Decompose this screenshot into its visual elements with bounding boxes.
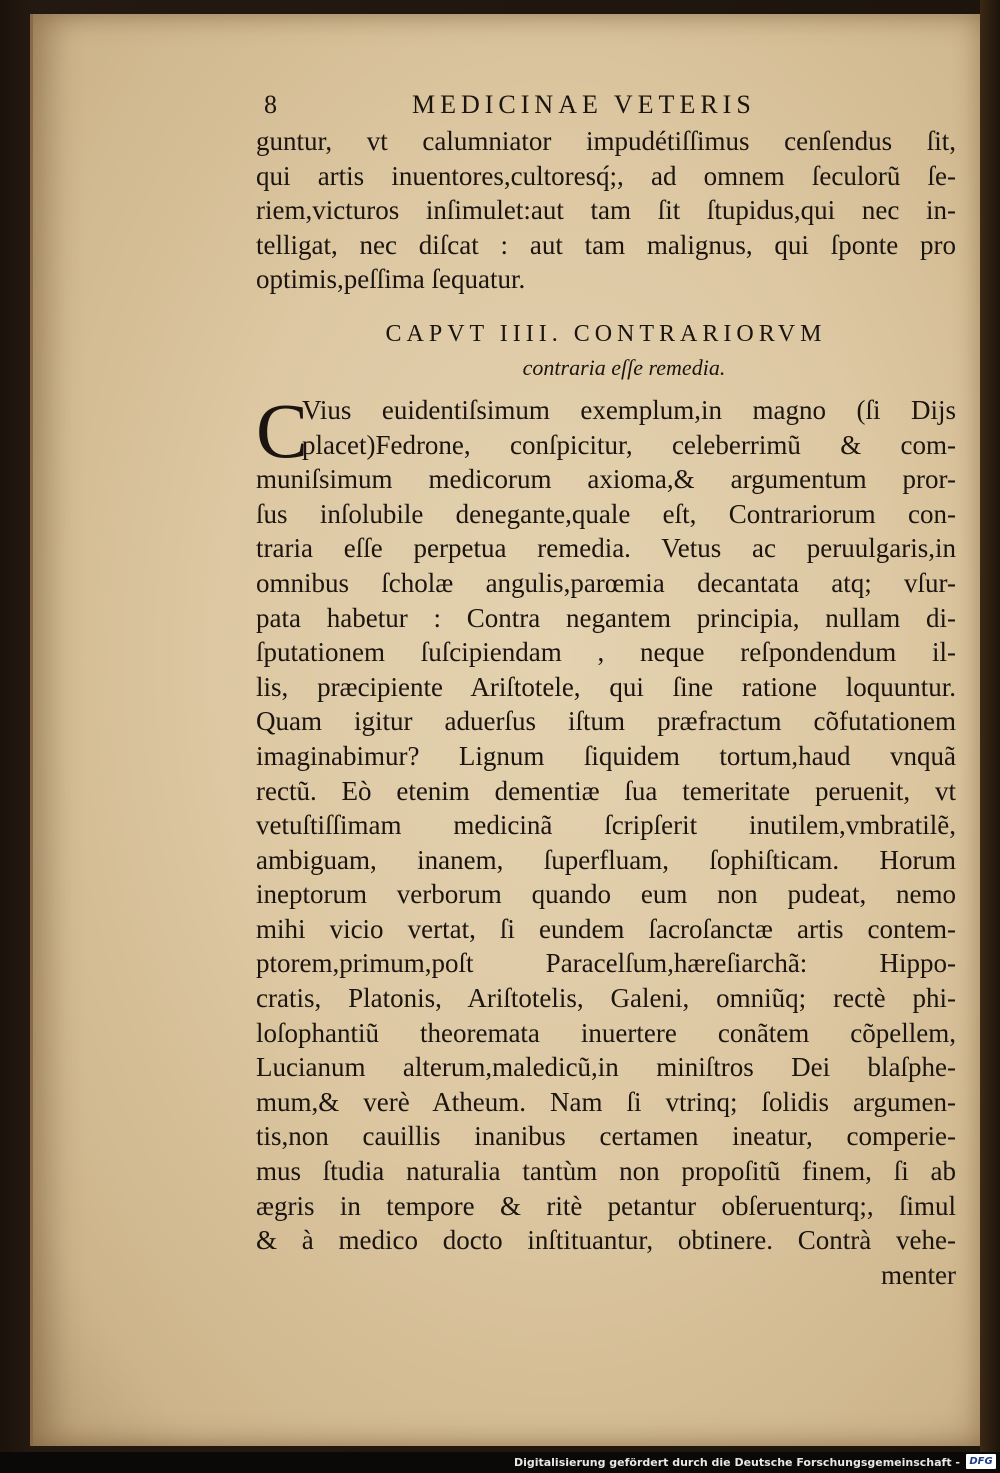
text-line: omnibus ſcholæ angulis,parœmia decantata atq; vſur- bbox=[256, 567, 956, 598]
text-line: ptorem,primum,poſt Paracelſum,hæreſiarchã: Hippo- bbox=[256, 948, 956, 979]
text-line: mum,& verè Atheum. Nam ſi vtrinq; ſolidis argumen- bbox=[256, 1086, 956, 1117]
text-line: mus ſtudia naturalia tantùm non propoſitũ finem, ſi ab bbox=[256, 1156, 956, 1187]
text-line: ſus inſolubile denegante,quale eſt, Contrariorum con- bbox=[256, 498, 956, 529]
text-line: guntur, vt calumniator impudétiſſimus cenſendus ſit, bbox=[256, 126, 956, 156]
text-line: pata habetur : Contra negantem principia, nullam di- bbox=[256, 602, 956, 633]
catchword: menter bbox=[881, 1259, 956, 1290]
text-line: traria eſſe perpetua remedia. Vetus ac peruulgaris,in bbox=[256, 533, 956, 564]
text-line: tis,non cauillis inanibus certamen ineatur, comperie- bbox=[256, 1121, 956, 1152]
text-line: & à medico docto inſtituantur, obtinere. Contrà vehe- bbox=[256, 1225, 956, 1256]
text-line: vetuſtiſſimam medicinã ſcripſerit inutilem,vmbratilẽ, bbox=[256, 810, 956, 841]
text-line: Vius euidentiſsimum exemplum,in magno (ſi Dijs bbox=[302, 394, 956, 425]
text-line: Lucianum alterum,maledicũ,in miniſtros Dei blaſphe- bbox=[256, 1052, 956, 1083]
page-content bbox=[256, 84, 956, 1292]
text-line: loſophantiũ theoremata inuertere conãtem cõpellem, bbox=[256, 1017, 956, 1048]
funding-credit: Digitalisierung gefördert durch die Deutsche Forschungsgemeinschaft - bbox=[513, 1456, 960, 1469]
text-line: Quam igitur aduerſus iſtum præfractum cõfutationem bbox=[256, 706, 956, 737]
text-line: mihi vicio vertat, ſi eundem ſacroſanctæ artis contem- bbox=[256, 913, 956, 944]
text-line: ambiguam, inanem, ſuperfluam, ſophiſticam. Horum bbox=[256, 844, 956, 875]
text-line: muniſsimum medicorum axioma,& argumentum pror- bbox=[256, 464, 956, 495]
text-line: ſputationem ſuſcipiendam , neque reſpondendum il- bbox=[256, 637, 956, 668]
text-line: cratis, Platonis, Ariſtotelis, Galeni, omniũq; rectè phi- bbox=[256, 983, 956, 1014]
footer-bar bbox=[0, 1452, 1000, 1473]
page-edge bbox=[980, 0, 1000, 1452]
chapter-paragraph bbox=[256, 386, 956, 1292]
text-line: placet)Fedrone, conſpicitur, celeberrimũ & com- bbox=[302, 429, 956, 460]
dfg-logo-icon: DFG bbox=[966, 1454, 996, 1469]
chapter-heading: CAPVT IIII. CONTRARIORVM bbox=[385, 320, 827, 347]
opening-paragraph bbox=[256, 124, 956, 297]
text-line: ægris in tempore & ritè petantur obſeruenturq;, ſimul bbox=[256, 1190, 956, 1221]
text-line: qui artis inuentores,cultoresq́;, ad omnem ſeculorũ ſe- bbox=[256, 160, 956, 191]
text-line: telligat, nec diſcat : aut tam malignus, qui ſponte pro bbox=[256, 229, 956, 260]
chapter-subtitle: contraria eſſe remedia. bbox=[522, 354, 726, 380]
running-head bbox=[256, 84, 956, 124]
text-line: rectũ. Eò etenim dementiæ ſua temeritate peruenit, vt bbox=[256, 775, 956, 806]
text-line: ineptorum verborum quando eum non pudeat, nemo bbox=[256, 879, 956, 910]
drop-cap: C bbox=[256, 386, 309, 474]
running-title: MEDICINAE VETERIS bbox=[412, 90, 756, 119]
text-line: riem,victuros inſimulet:aut tam ſit ſtupidus,qui nec in- bbox=[256, 195, 956, 226]
text-line-last: optimis,peſſima ſequatur. bbox=[256, 264, 526, 295]
page-number: 8 bbox=[264, 90, 282, 119]
text-line: imaginabimur? Lignum ſiquidem tortum,haud vnquã bbox=[256, 740, 956, 771]
text-line: lis, præcipiente Ariſtotele, qui ſine ratione loquuntur. bbox=[256, 671, 956, 702]
